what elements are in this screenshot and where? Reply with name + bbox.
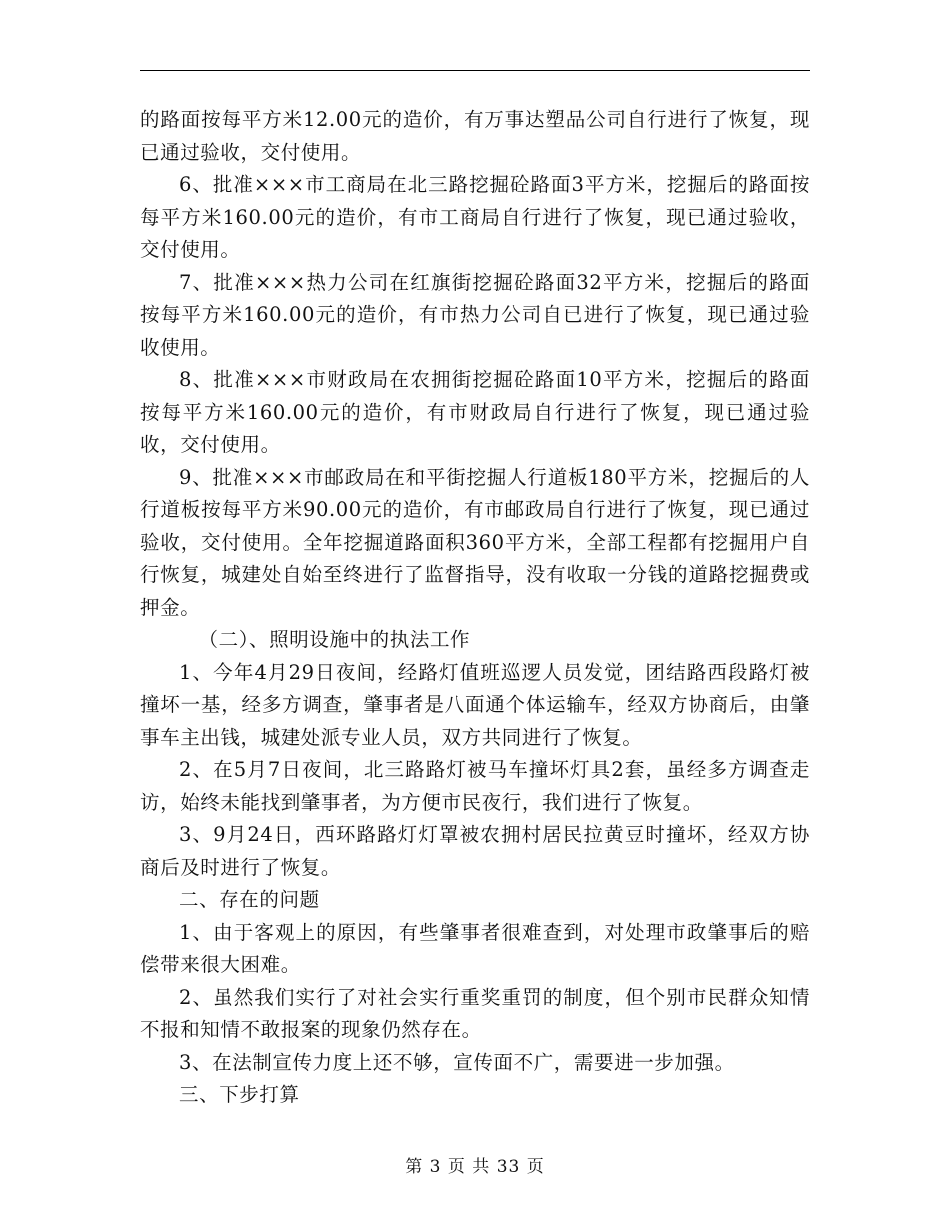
paragraph: 8、批准×××市财政局在农拥街挖掘砼路面10平方米，挖掘后的路面按每平方米160.00元的造价，有市财政局自行进行了恢复，现已通过验收，交付使用。 <box>140 368 810 456</box>
page-footer: 第 3 页 共 33 页 <box>405 1157 545 1177</box>
paragraph: 3、在法制宣传力度上还不够，宣传面不广，需要进一步加强。 <box>179 1050 735 1074</box>
paragraph: 2、虽然我们实行了对社会实行重奖重罚的制度，但个别市民群众知情不报和知情不敢报案的现象仍然存在。 <box>140 985 810 1041</box>
paragraph: 6、批准×××市工商局在北三路挖掘砼路面3平方米，挖掘后的路面按每平方米160.00元的造价，有市工商局自行进行了恢复，现已通过验收，交付使用。 <box>140 173 810 261</box>
paragraph: 9、批准×××市邮政局在和平街挖掘人行道板180平方米，挖掘后的人行道板按每平方米90.00元的造价，有市邮政局自行进行了恢复，现已通过验收，交付使用。全年挖掘道路面积360平方米，全部工程都有挖掘用户自行恢复，城建处自始至终进行了监督指导，没有收取一分钱的道路挖掘费或押金。 <box>140 465 810 619</box>
paragraph: 2、在5月7日夜间，北三路路灯被马车撞坏灯具2套，虽经多方调查走访，始终未能找到肇事者，为方便市民夜行，我们进行了恢复。 <box>140 758 810 814</box>
paragraph: （二）、照明设施中的执法工作 <box>198 628 471 651</box>
paragraph: 的路面按每平方米12.00元的造价，有万事达塑品公司自行进行了恢复，现已通过验收，交付使用。 <box>140 108 810 164</box>
paragraph: 7、批准×××热力公司在红旗街挖掘砼路面32平方米，挖掘后的路面按每平方米160.00元的造价，有市热力公司自已进行了恢复，现已通过验收使用。 <box>140 270 810 359</box>
paragraph: 三、下步打算 <box>179 1083 300 1106</box>
paragraph: 1、今年4月29日夜间，经路灯值班巡逻人员发觉，团结路西段路灯被撞坏一基，经多方调查，肇事者是八面通个体运输车，经双方协商后，由肇事车主出钱，城建处派专业人员，双方共同进行了恢复。 <box>140 660 810 749</box>
document-body <box>140 104 810 1112</box>
paragraph: 3、9月24日，西环路路灯灯罩被农拥村居民拉黄豆时撞坏，经双方协商后及时进行了恢复。 <box>140 823 810 879</box>
paragraph: 1、由于客观上的原因，有些肇事者很难查到，对处理市政肇事后的赔偿带来很大困难。 <box>140 920 810 976</box>
header-rule <box>140 70 810 71</box>
paragraph: 二、存在的问题 <box>179 888 320 911</box>
